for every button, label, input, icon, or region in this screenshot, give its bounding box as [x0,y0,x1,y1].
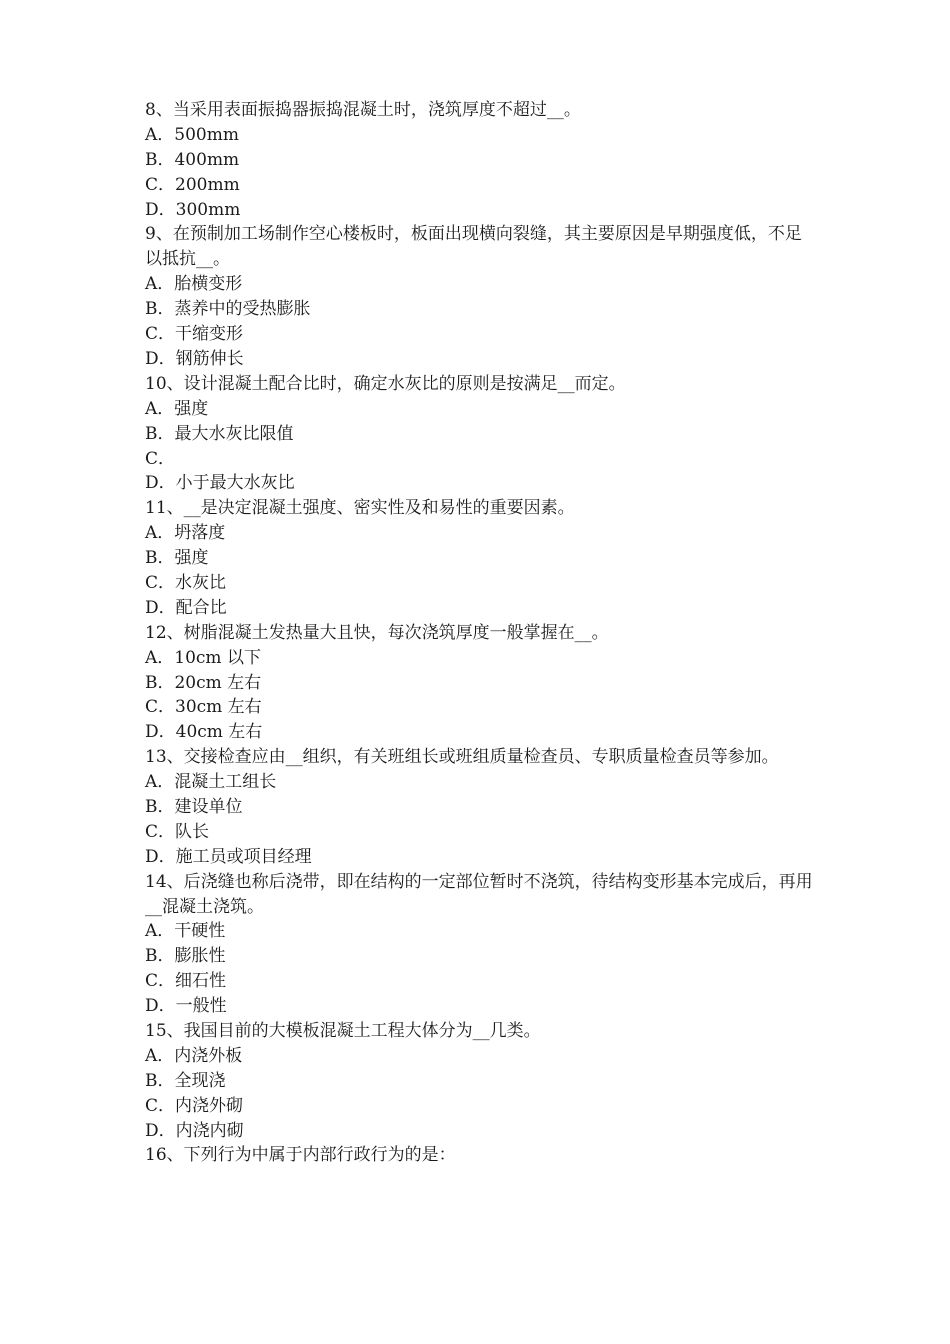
option-c: C． [145,448,176,469]
option-d: D．施工员或项目经理 [145,846,312,867]
option-c: C．队长 [145,821,210,842]
option-b: B．400mm [145,149,240,170]
option-b: B．20cm 左右 [145,672,262,693]
option-a: A．内浇外板 [145,1045,243,1066]
option-a: A．干硬性 [145,921,226,942]
question-stem: 14、后浇缝也称后浇带，即在结构的一定部位暂时不浇筑，待结构变形基本完成后，再用__混凝土浇筑。 [145,871,813,917]
option-b: B．全现浇 [145,1070,226,1091]
question-stem: 15、我国目前的大模板混凝土工程大体分为__几类。 [145,1021,541,1042]
question-11 [145,496,815,620]
option-c: C．细石性 [145,971,227,992]
option-b: B．强度 [145,548,209,569]
option-c: C．水灰比 [145,572,227,593]
question-stem: 9、在预制加工场制作空心楼板时，板面出现横向裂缝，其主要原因是早期强度低，不足以抵抗__。 [145,224,802,270]
question-stem: 10、设计混凝土配合比时，确定水灰比的原则是按满足__而定。 [145,373,626,394]
option-d: D．内浇内砌 [145,1120,244,1141]
option-d: D．钢筋伸长 [145,348,244,369]
option-b: B．蒸养中的受热膨胀 [145,299,311,320]
option-d: D．300mm [145,199,241,220]
option-a: A．10cm 以下 [145,647,261,668]
question-13 [145,745,815,869]
option-a: A．500mm [145,124,239,145]
question-14 [145,870,815,1019]
document-page [145,98,815,1168]
option-d: D．一般性 [145,996,227,1017]
option-b: B．最大水灰比限值 [145,423,294,444]
question-9 [145,222,815,371]
question-16 [145,1143,815,1168]
option-b: B．膨胀性 [145,946,226,967]
question-15 [145,1019,815,1143]
question-stem: 12、树脂混凝土发热量大且快，每次浇筑厚度一般掌握在__。 [145,622,609,643]
option-c: C．干缩变形 [145,324,244,345]
option-d: D．40cm 左右 [145,722,263,743]
option-c: C．内浇外砌 [145,1095,244,1116]
question-10 [145,372,815,496]
question-12 [145,621,815,745]
option-b: B．建设单位 [145,796,243,817]
option-a: A．坍落度 [145,523,226,544]
question-stem: 8、当采用表面振捣器振捣混凝土时，浇筑厚度不超过__。 [145,100,581,120]
question-stem: 11、__是决定混凝土强度、密实性及和易性的重要因素。 [145,498,575,519]
question-stem: 13、交接检查应由__组织，有关班组长或班组质量检查员、专职质量检查员等参加。 [145,747,779,768]
option-a: A．混凝土工组长 [145,772,277,793]
option-d: D．小于最大水灰比 [145,473,295,494]
option-c: C．200mm [145,174,240,195]
option-a: A．强度 [145,398,209,419]
option-c: C．30cm 左右 [145,697,262,718]
question-stem: 16、下列行为中属于内部行政行为的是： [145,1145,456,1166]
option-a: A．胎横变形 [145,274,243,295]
question-8 [145,98,815,222]
option-d: D．配合比 [145,597,227,618]
